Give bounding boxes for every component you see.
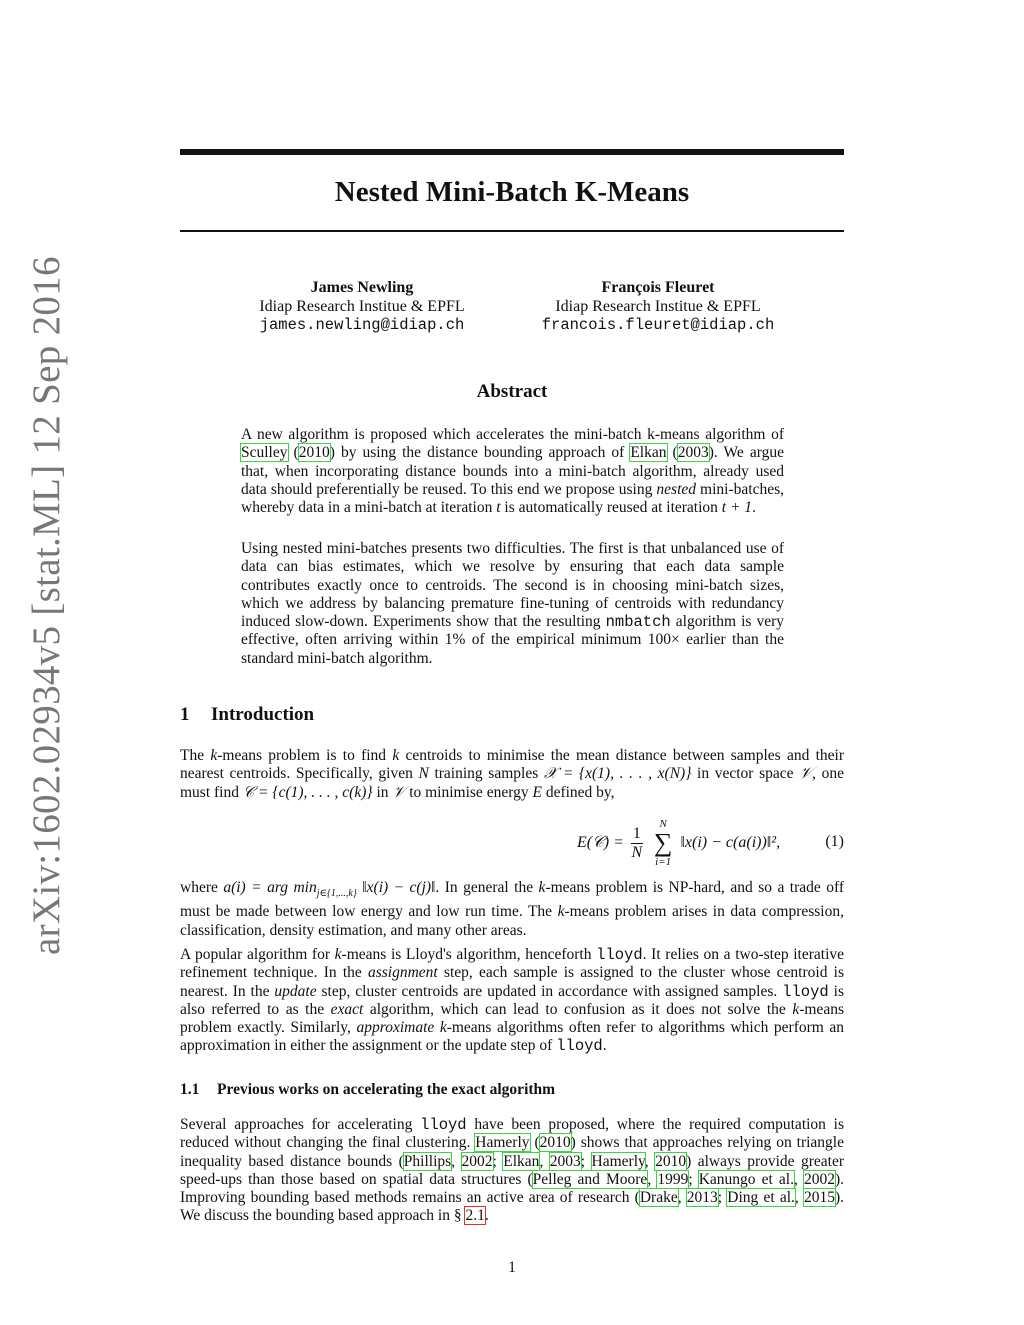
citation-year-link[interactable]: 2003 <box>677 444 709 462</box>
citation-link[interactable]: Phillips <box>403 1152 452 1170</box>
previous-works-paragraph: Several approaches for accelerating lloyd have been proposed, where the required computation is reduced without changing the final clustering. Hamerly (2010) shows that approaches relying on triangle inequality based distance bounds (Phillips, 2002; Elkan, 2003; Hamerly, 2010) always provide greater speed-ups than those based on spatial data structures (Pelleg and Moore, 1999; Kanungo et al., 2002). Improving bounding based methods remains an active area of research (Drake, 2013; Ding et al., 2015). We discuss the bounding based approach in § 2.1. <box>180 1116 845 1225</box>
intro-paragraph-3: A popular algorithm for k-means is Lloyd's algorithm, henceforth lloyd. It relies on a two-step iterative refinement technique. In the assignment step, each sample is assigned to the cluster whose centroid is nearest. In the update step, cluster centroids are updated in accordance with assigned samples. lloyd is also referred to as the exact algorithm, which can lead to confusion as it does not solve the k-means problem exactly. Similarly, approximate k-means algorithms often refer to algorithms which perform an approximation in either the assignment or the update step of lloyd. <box>180 946 845 1056</box>
author-name: François Fleuret <box>601 279 715 296</box>
equation-rhs: ‖x(i) − c(a(i))‖², <box>680 834 781 851</box>
title-bottom-rule <box>180 230 844 232</box>
section-heading-introduction: 1 Introduction <box>180 704 315 725</box>
equation-1 <box>180 818 844 870</box>
citation-link[interactable]: Hamerly <box>591 1152 645 1170</box>
title-top-rule <box>180 149 844 155</box>
code-lloyd: lloyd <box>782 982 829 1001</box>
citation-year-link[interactable]: 2002 <box>461 1152 493 1170</box>
author-name: James Newling <box>310 279 414 296</box>
citation-year-link[interactable]: 2010 <box>298 444 330 462</box>
citation-year-link[interactable]: 2003 <box>549 1152 581 1170</box>
subsection-heading-previous-works: 1.1 Previous works on accelerating the exact algorithm <box>180 1081 556 1098</box>
citation-year-link[interactable]: 2015 <box>803 1189 835 1207</box>
citation-link[interactable]: Pelleg and Moore <box>532 1170 648 1188</box>
author-email[interactable]: francois.fleuret@idiap.ch <box>541 316 775 334</box>
author-email[interactable]: james.newling@idiap.ch <box>259 316 465 334</box>
citation-link[interactable]: Elkan <box>503 1152 540 1170</box>
citation-year-link[interactable]: 2013 <box>686 1189 718 1207</box>
citation-year-link[interactable]: 2010 <box>655 1152 687 1170</box>
citation-link[interactable]: Sculley <box>241 444 288 462</box>
equation-fraction: $\frac{1}{N}$ <box>631 824 643 861</box>
citation-link[interactable]: Hamerly <box>475 1134 530 1152</box>
author-block-2 <box>518 278 798 335</box>
paper-title: Nested Mini-Batch K-Means <box>334 176 690 208</box>
citation-link[interactable]: Ding et al. <box>727 1189 795 1207</box>
code-nmbatch: nmbatch <box>605 613 671 632</box>
citation-year-link[interactable]: 1999 <box>657 1170 689 1188</box>
equation-lhs: E(𝒞) = <box>577 834 624 851</box>
intro-paragraph-2: where a(i) = arg $\min_{j\in\{1,...,k\}}$ ‖x(i) − c(j)‖. In general the k-means problem is NP-hard, and so a trade off must be made between low energy and low run time. The k-means problem arises in data compression, classification, density estimation, and many other areas. <box>180 879 844 939</box>
author-affiliation: Idiap Research Institue & EPFL <box>555 298 761 315</box>
code-lloyd: lloyd <box>596 946 643 964</box>
abstract-heading: Abstract <box>476 381 548 402</box>
code-lloyd: lloyd <box>556 1037 603 1056</box>
section-reference-link[interactable]: 2.1 <box>465 1207 485 1225</box>
citation-link[interactable]: Drake <box>639 1189 678 1207</box>
intro-paragraph-1: The k-means problem is to find k centroids to minimise the mean distance between samples and their nearest centroids. Specifically, given N training samples 𝒳 = {x(1), . . . , x(N)} in vector space 𝒱, one must find 𝒞 = {c(1), . . . , c(k)} in 𝒱 to minimise energy E defined by, <box>180 747 844 801</box>
author-block-1 <box>222 278 502 335</box>
citation-year-link[interactable]: 2002 <box>803 1170 835 1188</box>
equation-summation: N ∑ i=1 <box>653 818 673 868</box>
abstract-paragraph-1: A new algorithm is proposed which accelerates the mini-batch k-means algorithm of Sculley (2010) by using the distance bounding approach of Elkan (2003). We argue that, when incorporating distance bounds into a mini-batch algorithm, already used data should preferentially be reused. To this end we propose using nested mini-batches, whereby data in a mini-batch at iteration t is automatically reused at iteration t + 1. <box>241 426 784 517</box>
citation-link[interactable]: Elkan <box>630 444 667 462</box>
equation-number: (1) <box>825 833 844 850</box>
arxiv-identifier: arXiv:1602.02934v5 [stat.ML] 12 Sep 2016 <box>25 256 68 955</box>
code-lloyd: lloyd <box>420 1116 467 1134</box>
abstract-paragraph-2: Using nested mini-batches presents two difficulties. The first is that unbalanced use of data can bias estimates, which we resolve by ensuring that each data sample contributes exactly once to centroids. The second is in choosing mini-batch sizes, which we address by balancing premature fine-tuning of centroids with redundancy induced slow-down. Experiments show that the resulting nmbatch algorithm is very effective, often arriving within 1% of the empirical minimum 100× earlier than the standard mini-batch algorithm. <box>241 540 784 667</box>
citation-year-link[interactable]: 2010 <box>539 1134 571 1152</box>
citation-link[interactable]: Kanungo et al. <box>698 1170 794 1188</box>
page-number: 1 <box>508 1259 516 1276</box>
author-affiliation: Idiap Research Institue & EPFL <box>259 298 465 315</box>
